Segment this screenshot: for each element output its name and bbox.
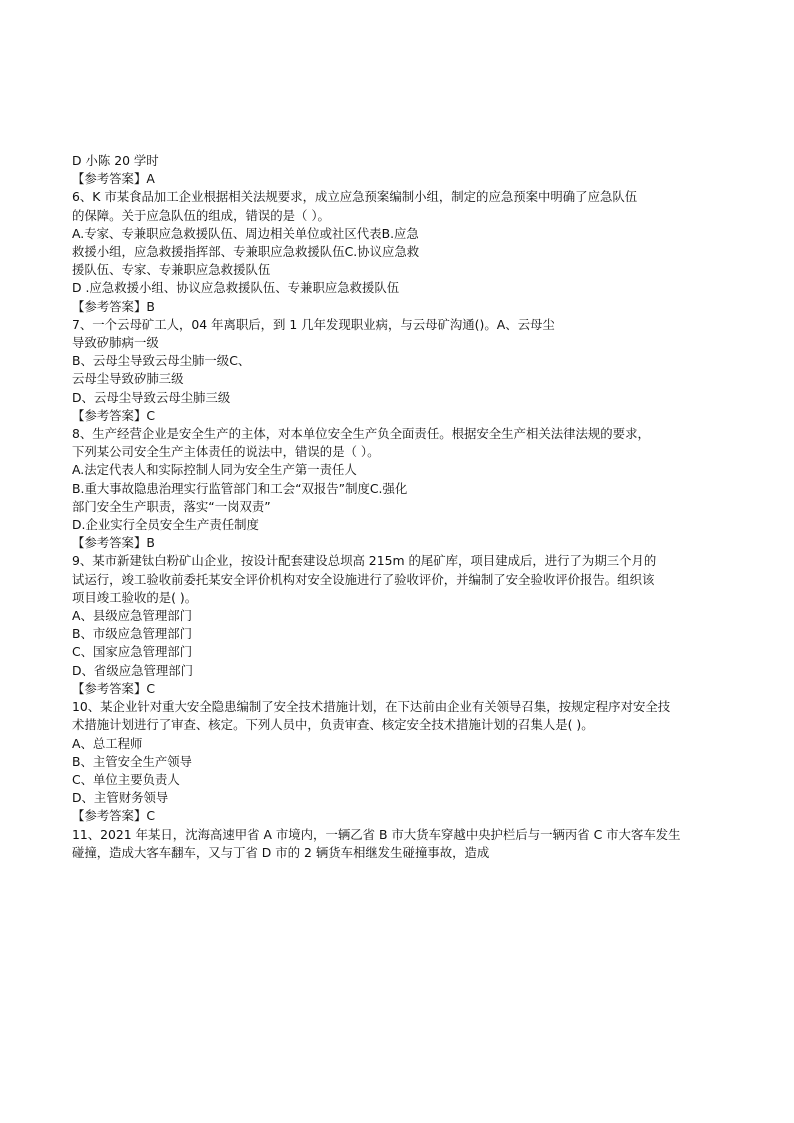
- question-7-option: D、云母尘导致云母尘肺三级: [72, 389, 231, 405]
- text-line: D 小陈 20 学时: [72, 153, 159, 168]
- question-6-option: A.专家、专兼职应急救援队伍、周边相关单位或社区代表B.应急: [72, 225, 419, 241]
- question-8-option: D.企业实行全员安全生产责任制度: [72, 517, 259, 533]
- question-7-option: B、云母尘导致云母尘肺一级C、: [72, 353, 251, 369]
- question-6-line: 的保障。关于应急队伍的组成，错误的是（ ）。: [72, 207, 330, 223]
- answer-line: 【参考答案】B: [72, 298, 155, 314]
- question-6-option: D .应急救援小组、协议应急救援队伍、专兼职应急救援队伍: [72, 280, 400, 296]
- question-6-line: 6、K 市某食品加工企业根据相关法规要求，成立应急预案编制小组，制定的应急预案中明确了应急队伍: [72, 189, 638, 205]
- question-9-line: 项目竣工验收的是( )。: [72, 589, 198, 605]
- question-7-option: 云母尘导致矽肺三级: [72, 371, 184, 387]
- question-10-option: B、主管安全生产领导: [72, 753, 193, 769]
- question-9-line: 9、某市新建钛白粉矿山企业，按设计配套建设总坝高 215m 的尾矿库，项目建成后，进行了为期三个月的: [72, 553, 657, 569]
- question-10-line: 10、某企业针对重大安全隐患编制了安全技术措施计划，在下达前由企业有关领导召集，按规定程序对安全技: [72, 699, 671, 715]
- answer-line: 【参考答案】C: [72, 808, 155, 824]
- question-6-option: 救援小组，应急救援指挥部、专兼职应急救援队伍C.协议应急救: [72, 244, 420, 260]
- question-8-line: 8、生产经营企业是安全生产的主体，对本单位安全生产负全面责任。根据安全生产相关法律法规的要求，: [72, 426, 650, 442]
- question-9-option: B、市级应急管理部门: [72, 626, 193, 642]
- question-10-line: 术措施计划进行了审查、核定。下列人员中，负责审查、核定安全技术措施计划的召集人是( )。: [72, 717, 594, 733]
- answer-line: 【参考答案】C: [72, 680, 155, 696]
- question-10-option: C、单位主要负责人: [72, 771, 180, 787]
- question-11-line: 11、2021 年某日，沈海高速甲省 A 市境内，一辆乙省 B 市大货车穿越中央护栏后与一辆丙省 C 市大客车发生: [72, 826, 681, 842]
- question-11-line: 碰撞，造成大客车翻车，又与丁省 D 市的 2 辆货车相继发生碰撞事故，造成: [72, 844, 490, 860]
- answer-line: 【参考答案】C: [72, 407, 155, 423]
- document-body: [72, 152, 732, 862]
- question-9-option: D、省级应急管理部门: [72, 662, 194, 678]
- question-8-option: 部门安全生产职责，落实“一岗双责”: [72, 498, 271, 514]
- question-8-option: A.法定代表人和实际控制人同为安全生产第一责任人: [72, 462, 357, 478]
- answer-line: 【参考答案】A: [72, 171, 155, 187]
- question-8-line: 下列某公司安全生产主体责任的说法中，错误的是（ ）。: [72, 444, 380, 460]
- question-10-option: A、总工程师: [72, 735, 143, 751]
- question-6-option: 援队伍、专家、专兼职应急救援队伍: [72, 262, 271, 278]
- question-7-line: 7、一个云母矿工人，04 年离职后，到 1 几年发现职业病，与云母矿沟通()。A、云母尘: [72, 316, 555, 332]
- question-7-option: 导致矽肺病一级: [72, 335, 159, 351]
- question-9-option: C、国家应急管理部门: [72, 644, 193, 660]
- question-9-line: 试运行，竣工验收前委托某安全评价机构对安全设施进行了验收评价，并编制了安全验收评价报告。组织该: [72, 571, 655, 587]
- question-9-option: A、县级应急管理部门: [72, 608, 192, 624]
- answer-line: 【参考答案】B: [72, 535, 155, 551]
- question-10-option: D、主管财务领导: [72, 790, 169, 806]
- question-8-option: B.重大事故隐患治理实行监管部门和工会“双报告”制度C.强化: [72, 480, 408, 496]
